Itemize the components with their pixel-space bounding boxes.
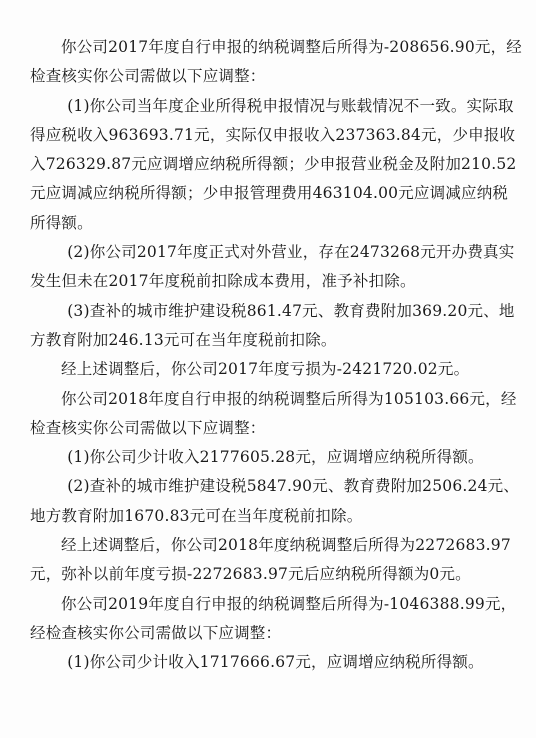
paragraph-2017-result: 经上述调整后，你公司2017年度亏损为-2421720.02元。 <box>61 360 470 379</box>
paragraph-2017-item-3: (3)查补的城市维护建设税861.47元、教育费附加369.20元、地方教育附加246.13元可在当年度税前扣除。 <box>30 301 515 349</box>
paragraph-2018-declared-income: 你公司2018年度自行申报的纳税调整后所得为105103.66元，经检查核实你公司需做以下应调整： <box>30 389 517 437</box>
paragraph-2018-result: 经上述调整后，你公司2018年度纳税调整后所得为2272683.97元，弥补以前年度亏损-2272683.97元后应纳税所得额为0元。 <box>30 536 511 584</box>
paragraph-2019-declared-income: 你公司2019年度自行申报的纳税调整后所得为-1046388.99元，经检查核实你公司需做以下应调整： <box>30 594 517 642</box>
paragraph-2017-item-2: (2)你公司2017年度正式对外营业，存在2473268元开办费真实发生但未在2017年度税前扣除成本费用，准予补扣除。 <box>30 243 515 291</box>
paragraph-2018-item-2: (2)查补的城市维护建设税5847.90元、教育费附加2506.24元、地方教育附加1670.83元可在当年度税前扣除。 <box>30 477 520 525</box>
paragraph-2017-item-1: (1)你公司当年度企业所得税申报情况与账载情况不一致。实际取得应税收入963693.71元，实际仅申报收入237363.84元，少申报收入726329.87元应调增应纳税所得额；少申报营业税金及附加210.52元应调减应纳税所得额；少申报管理费用463104.00元应调减应纳税所得额。 <box>30 96 517 232</box>
paragraph-2018-item-1: (1)你公司少计收入2177605.28元，应调增应纳税所得额。 <box>67 448 484 467</box>
paragraph-2017-declared-income: 你公司2017年度自行申报的纳税调整后所得为-208656.90元，经检查核实你公司需做以下应调整： <box>30 38 523 86</box>
paragraph-2019-item-1: (1)你公司少计收入1717666.67元，应调增应纳税所得额。 <box>67 653 484 672</box>
document-body <box>30 33 522 678</box>
